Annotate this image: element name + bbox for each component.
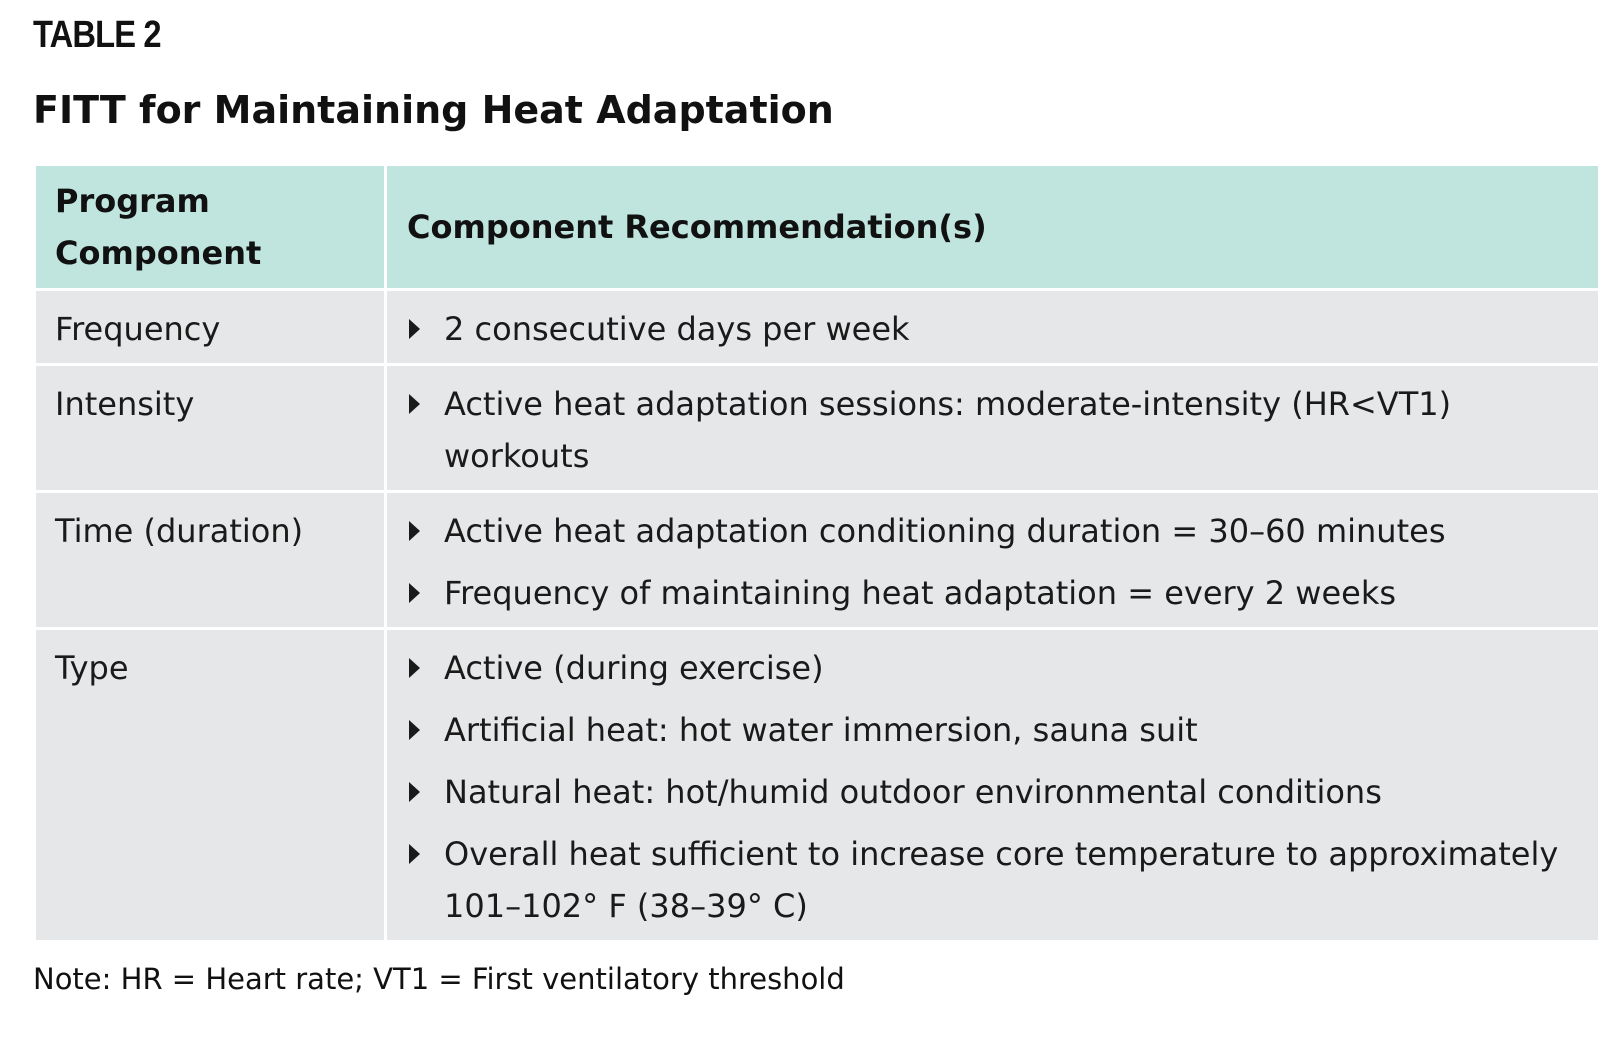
component-cell: Type — [35, 629, 386, 942]
recommendation-text: Artificial heat: hot water immersion, sauna suit — [444, 711, 1198, 749]
component-cell: Time (duration) — [35, 492, 386, 629]
header-row — [35, 165, 1600, 290]
recommendation-item — [407, 505, 1584, 557]
recommendation-text: Active heat adaptation sessions: moderate-intensity (HR<VT1) workouts — [444, 385, 1452, 475]
recommendation-item — [407, 567, 1584, 619]
recommendation-list — [407, 378, 1584, 482]
header-program-component: Program Component — [35, 165, 386, 290]
recommendation-item — [407, 704, 1584, 756]
recommendation-item — [407, 303, 1584, 355]
fitt-table — [33, 163, 1601, 943]
recommendation-cell — [386, 629, 1600, 942]
table-row — [35, 492, 1600, 629]
recommendation-item — [407, 642, 1584, 694]
component-cell: Intensity — [35, 365, 386, 492]
table-row — [35, 365, 1600, 492]
table-label: TABLE 2 — [33, 14, 161, 56]
recommendation-text: Active heat adaptation conditioning duration = 30–60 minutes — [444, 512, 1446, 550]
recommendation-text: Frequency of maintaining heat adaptation = every 2 weeks — [444, 574, 1397, 612]
triangle-right-icon — [409, 394, 420, 414]
recommendation-text: Natural heat: hot/humid outdoor environmental conditions — [444, 773, 1382, 811]
recommendation-list — [407, 505, 1584, 619]
triangle-right-icon — [409, 782, 420, 802]
triangle-right-icon — [409, 319, 420, 339]
table-title: FITT for Maintaining Heat Adaptation — [33, 88, 834, 132]
recommendation-list — [407, 642, 1584, 932]
table-row — [35, 629, 1600, 942]
triangle-right-icon — [409, 658, 420, 678]
component-cell: Frequency — [35, 290, 386, 365]
header-component-recommendations: Component Recommendation(s) — [386, 165, 1600, 290]
triangle-right-icon — [409, 720, 420, 740]
table-row — [35, 290, 1600, 365]
recommendation-item — [407, 378, 1584, 482]
recommendation-cell — [386, 290, 1600, 365]
recommendation-text: 2 consecutive days per week — [444, 310, 910, 348]
recommendation-cell — [386, 492, 1600, 629]
recommendation-cell — [386, 365, 1600, 492]
recommendation-item — [407, 766, 1584, 818]
table-note: Note: HR = Heart rate; VT1 = First ventilatory threshold — [33, 962, 845, 996]
triangle-right-icon — [409, 844, 420, 864]
triangle-right-icon — [409, 583, 420, 603]
recommendation-text: Overall heat sufficient to increase core temperature to approximately 101–102° F (38–39° C) — [444, 835, 1559, 925]
recommendation-list — [407, 303, 1584, 355]
triangle-right-icon — [409, 521, 420, 541]
recommendation-item — [407, 828, 1584, 932]
recommendation-text: Active (during exercise) — [444, 649, 824, 687]
